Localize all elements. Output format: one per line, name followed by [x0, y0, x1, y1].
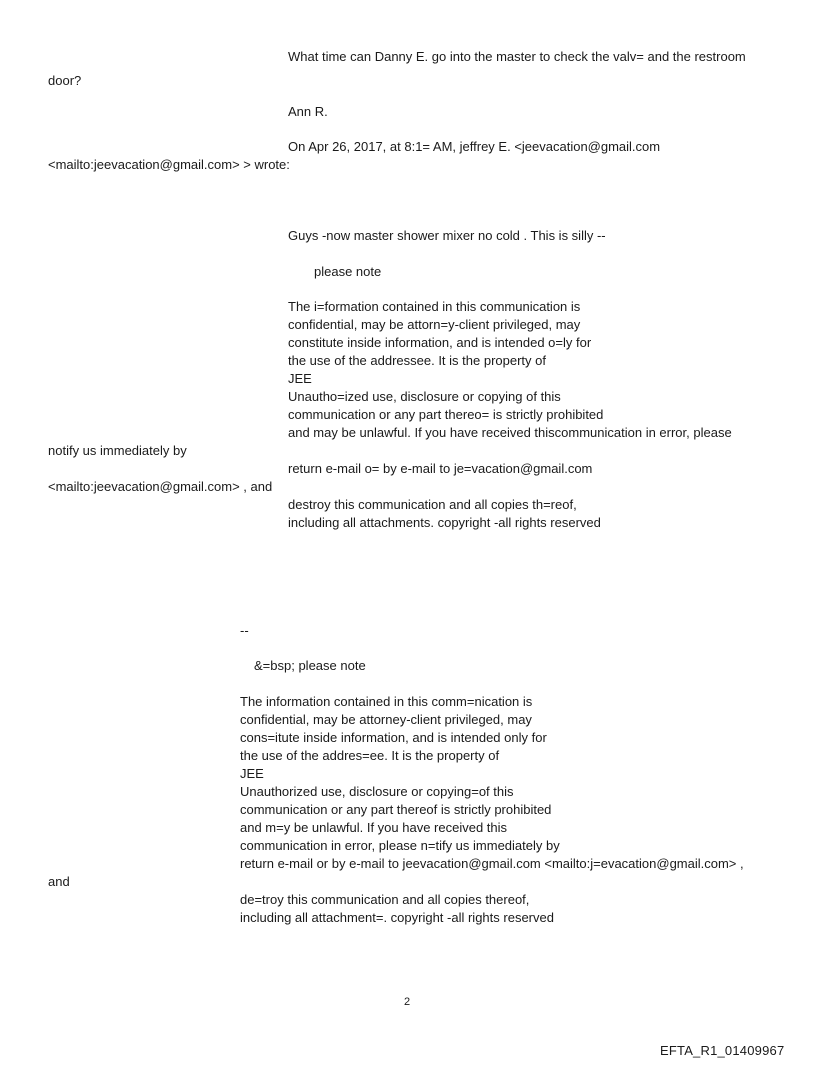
disclaimer2-line: communication or any part thereof is strictly prohibited	[240, 802, 552, 817]
quoted-body: Guys -now master shower mixer no cold . This is silly --	[288, 228, 606, 243]
disclaimer2-line: the use of the addres=ee. It is the property of	[240, 748, 500, 763]
disclaimer2-line: and m=y be unlawful. If you have received this	[240, 820, 508, 835]
disclaimer2-line: and	[48, 874, 70, 889]
quote-header-line-2: <mailto:jeevacation@gmail.com> > wrote:	[48, 157, 290, 172]
disclaimer2-line: communication in error, please n=tify us immediately by	[240, 838, 560, 853]
disclaimer1-line: <mailto:jeevacation@gmail.com> , and	[48, 479, 273, 494]
disclaimer1-line: JEE	[288, 371, 312, 386]
question-line-2: door?	[48, 73, 82, 88]
disclaimer1-line: confidential, may be attorn=y-client privileged, may	[288, 317, 581, 332]
disclaimer1-heading: please note	[314, 264, 382, 279]
question-line-1: What time can Danny E. go into the master to check the valv= and the restroom	[288, 49, 746, 64]
disclaimer2-line: The information contained in this comm=nication is	[240, 694, 533, 709]
disclaimer1-line: The i=formation contained in this communication is	[288, 299, 581, 314]
disclaimer1-line: constitute inside information, and is intended o=ly for	[288, 335, 592, 350]
disclaimer1-line: Unautho=ized use, disclosure or copying of this	[288, 389, 561, 404]
disclaimer1-line: destroy this communication and all copies th=reof,	[288, 497, 577, 512]
disclaimer2-line: JEE	[240, 766, 264, 781]
disclaimer1-line: the use of the addressee. It is the property of	[288, 353, 546, 368]
disclaimer2-line: including all attachment=. copyright -all rights reserved	[240, 910, 554, 925]
page-number: 2	[404, 996, 411, 1008]
document-id: EFTA_R1_01409967	[660, 1043, 785, 1058]
disclaimer1-line: notify us immediately by	[48, 443, 187, 458]
disclaimer2-line: cons=itute inside information, and is intended only for	[240, 730, 547, 745]
quote-header-line-1: On Apr 26, 2017, at 8:1= AM, jeffrey E. <jeevacation@gmail.com	[288, 139, 661, 154]
disclaimer1-line: and may be unlawful. If you have received thiscommunication in error, please	[288, 425, 732, 440]
disclaimer2-heading: &=bsp; please note	[254, 658, 366, 673]
disclaimer2-line: Unauthorized use, disclosure or copying=of this	[240, 784, 514, 799]
disclaimer2-line: de=troy this communication and all copies thereof,	[240, 892, 530, 907]
disclaimer2-line: return e-mail or by e-mail to jeevacation@gmail.com <mailto:j=evacation@gmail.com> ,	[240, 856, 744, 871]
disclaimer1-line: including all attachments. copyright -all rights reserved	[288, 515, 601, 530]
disclaimer1-line: communication or any part thereo= is strictly prohibited	[288, 407, 604, 422]
disclaimer2-line: confidential, may be attorney-client privileged, may	[240, 712, 532, 727]
signoff: Ann R.	[288, 104, 328, 119]
disclaimer1-line: return e-mail o= by e-mail to je=vacation@gmail.com	[288, 461, 593, 476]
signature-separator: --	[240, 623, 249, 638]
